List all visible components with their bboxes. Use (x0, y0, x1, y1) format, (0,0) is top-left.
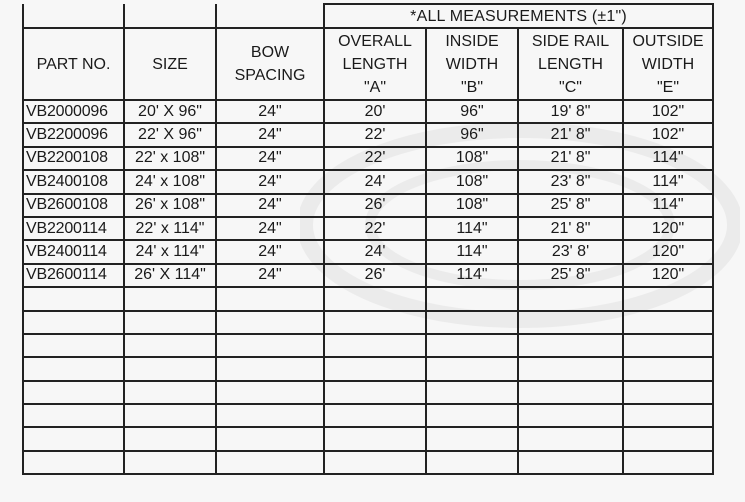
empty-cell (216, 451, 324, 474)
column-header-inside-width (426, 28, 518, 100)
cell-side-rail-length: 25' 8" (518, 264, 623, 287)
cell-inside-width: 114" (426, 264, 518, 287)
empty-row (23, 287, 713, 310)
empty-cell (324, 381, 426, 404)
measurement-note: *ALL MEASUREMENTS (±1") (324, 4, 713, 28)
column-header-line: INSIDE (445, 32, 499, 50)
cell-overall-length: 22' (324, 217, 426, 240)
cell-inside-width: 96" (426, 123, 518, 146)
cell-side-rail-length: 25' 8" (518, 194, 623, 217)
empty-cell (23, 287, 124, 310)
cell-part-no: VB2600114 (23, 264, 124, 287)
cell-part-no: VB2400114 (23, 240, 124, 263)
column-header-line: SPACING (234, 67, 306, 84)
cell-outside-width: 114" (623, 147, 713, 170)
empty-cell (324, 334, 426, 357)
empty-cell (124, 381, 216, 404)
cell-side-rail-length: 21' 8" (518, 123, 623, 146)
cell-inside-width: 114" (426, 240, 518, 263)
table-row (23, 240, 713, 263)
cell-inside-width: 114" (426, 217, 518, 240)
table-row (23, 147, 713, 170)
cell-outside-width: 120" (623, 217, 713, 240)
table-row (23, 100, 713, 123)
empty-cell (124, 287, 216, 310)
empty-cell (426, 311, 518, 334)
cell-bow-spacing: 24" (216, 240, 324, 263)
empty-cell (518, 287, 623, 310)
empty-cell (518, 451, 623, 474)
cell-outside-width: 114" (623, 194, 713, 217)
column-header-line: SIDE RAIL (531, 32, 610, 50)
empty-cell (124, 357, 216, 380)
cell-size: 22' X 96" (124, 123, 216, 146)
table-row (23, 217, 713, 240)
table-row (23, 264, 713, 287)
empty-cell (324, 427, 426, 450)
column-header-overall-length (324, 28, 426, 100)
empty-cell (23, 357, 124, 380)
note-row (23, 4, 713, 28)
empty-cell (124, 427, 216, 450)
empty-cell (23, 451, 124, 474)
cell-size: 24' x 114" (124, 240, 216, 263)
cell-inside-width: 96" (426, 100, 518, 123)
column-header-line: "E" (657, 78, 680, 96)
cell-overall-length: 26' (324, 194, 426, 217)
cell-inside-width: 108" (426, 170, 518, 193)
cell-outside-width: 114" (623, 170, 713, 193)
empty-cell (426, 381, 518, 404)
empty-cell (23, 334, 124, 357)
cell-outside-width: 120" (623, 264, 713, 287)
cell-size: 22' x 114" (124, 217, 216, 240)
column-header-line: WIDTH (445, 55, 499, 73)
empty-cell (623, 427, 713, 450)
column-header-line: OUTSIDE (632, 32, 704, 50)
empty-cell (216, 311, 324, 334)
cell-part-no: VB2600108 (23, 194, 124, 217)
cell-side-rail-length: 21' 8" (518, 217, 623, 240)
cell-part-no: VB2200114 (23, 217, 124, 240)
empty-cell (623, 357, 713, 380)
cell-size: 24' x 108" (124, 170, 216, 193)
empty-cell (426, 404, 518, 427)
empty-cell (23, 427, 124, 450)
empty-cell (518, 427, 623, 450)
cell-overall-length: 20' (324, 100, 426, 123)
cell-outside-width: 120" (623, 240, 713, 263)
empty-cell (426, 427, 518, 450)
cell-size: 26' X 114" (124, 264, 216, 287)
empty-row (23, 427, 713, 450)
empty-cell (23, 381, 124, 404)
empty-cell (216, 381, 324, 404)
cell-overall-length: 22' (324, 123, 426, 146)
note-spacer-cell (23, 4, 124, 28)
column-header-line: LENGTH (538, 55, 603, 73)
column-header-line: SIZE (152, 55, 188, 73)
cell-side-rail-length: 23' 8" (518, 170, 623, 193)
empty-cell (518, 381, 623, 404)
cell-overall-length: 22' (324, 147, 426, 170)
column-header-line: WIDTH (641, 55, 695, 73)
cell-part-no: VB2400108 (23, 170, 124, 193)
empty-cell (324, 451, 426, 474)
column-header-line: PART NO. (36, 55, 111, 73)
column-header-line: BOW (250, 44, 290, 61)
column-header-size (124, 28, 216, 100)
empty-cell (216, 404, 324, 427)
empty-cell (23, 404, 124, 427)
column-header-line: "C" (559, 78, 582, 96)
column-header-bow-spacing (216, 28, 324, 100)
table-row (23, 170, 713, 193)
empty-cell (216, 357, 324, 380)
empty-cell (216, 334, 324, 357)
note-spacer-cell (216, 4, 324, 28)
empty-cell (324, 357, 426, 380)
column-header-part-no (23, 28, 124, 100)
empty-cell (324, 287, 426, 310)
table-row (23, 194, 713, 217)
table-row (23, 123, 713, 146)
empty-cell (23, 311, 124, 334)
cell-side-rail-length: 21' 8" (518, 147, 623, 170)
empty-cell (623, 404, 713, 427)
cell-size: 26' x 108" (124, 194, 216, 217)
column-header-line: "A" (363, 78, 387, 96)
empty-cell (623, 287, 713, 310)
empty-cell (518, 357, 623, 380)
empty-cell (216, 427, 324, 450)
cell-bow-spacing: 24" (216, 217, 324, 240)
cell-bow-spacing: 24" (216, 194, 324, 217)
cell-inside-width: 108" (426, 147, 518, 170)
cell-part-no: VB2200108 (23, 147, 124, 170)
column-header-outside-width (623, 28, 713, 100)
cell-part-no: VB2200096 (23, 123, 124, 146)
cell-side-rail-length: 23' 8' (518, 240, 623, 263)
column-header-line: "B" (460, 78, 484, 96)
empty-cell (518, 404, 623, 427)
empty-cell (623, 311, 713, 334)
cell-bow-spacing: 24" (216, 100, 324, 123)
empty-cell (426, 287, 518, 310)
empty-cell (124, 404, 216, 427)
empty-row (23, 311, 713, 334)
cell-overall-length: 24' (324, 240, 426, 263)
cell-overall-length: 26' (324, 264, 426, 287)
cell-bow-spacing: 24" (216, 123, 324, 146)
cell-part-no: VB2000096 (23, 100, 124, 123)
empty-cell (324, 311, 426, 334)
cell-bow-spacing: 24" (216, 264, 324, 287)
cell-inside-width: 108" (426, 194, 518, 217)
empty-cell (324, 404, 426, 427)
empty-cell (426, 334, 518, 357)
cell-side-rail-length: 19' 8" (518, 100, 623, 123)
cell-outside-width: 102" (623, 100, 713, 123)
empty-cell (124, 451, 216, 474)
empty-cell (124, 311, 216, 334)
empty-row (23, 451, 713, 474)
empty-cell (518, 334, 623, 357)
header-row (23, 28, 713, 100)
measurements-table (22, 3, 714, 475)
cell-bow-spacing: 24" (216, 147, 324, 170)
empty-cell (623, 381, 713, 404)
cell-size: 20' X 96" (124, 100, 216, 123)
column-header-line: LENGTH (342, 55, 408, 73)
empty-cell (124, 334, 216, 357)
cell-overall-length: 24' (324, 170, 426, 193)
cell-size: 22' x 108" (124, 147, 216, 170)
empty-row (23, 357, 713, 380)
note-spacer-cell (124, 4, 216, 28)
cell-outside-width: 102" (623, 123, 713, 146)
empty-cell (426, 357, 518, 380)
empty-row (23, 334, 713, 357)
empty-cell (518, 311, 623, 334)
empty-cell (216, 287, 324, 310)
empty-cell (623, 451, 713, 474)
cell-bow-spacing: 24" (216, 170, 324, 193)
empty-row (23, 404, 713, 427)
column-header-side-rail-length (518, 28, 623, 100)
empty-cell (623, 334, 713, 357)
empty-cell (426, 451, 518, 474)
empty-row (23, 381, 713, 404)
column-header-line: OVERALL (338, 32, 412, 50)
